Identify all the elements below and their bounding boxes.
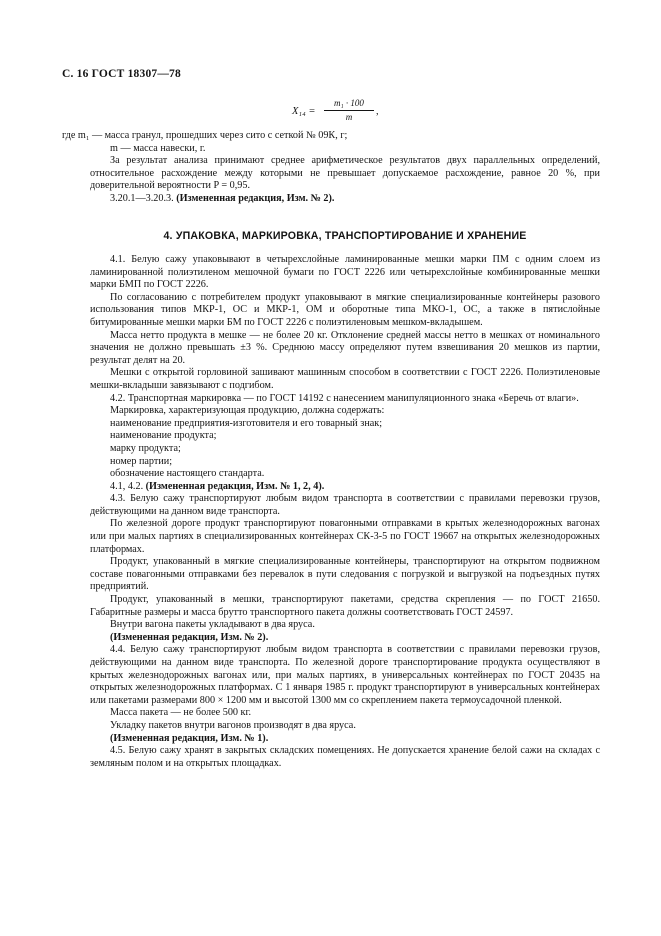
marking-intro: Маркировка, характеризующая продукцию, должна содержать: [110, 405, 385, 417]
para-4-1: 4.1. Белую сажу упаковывают в четырехслойные ламинированные мешки марки ПМ с одним слоем из ламинированной полиэтиленом мешочной бумаги по ГОСТ 2226 или четырехслойные комбинированные мешки марки БМП по ГОСТ 2226. [90, 254, 600, 291]
formula-x14 [292, 98, 492, 128]
formula-explanation [62, 130, 600, 206]
para-sewing: Мешки с открытой горловиной зашивают машинным способом в соответствии с ГОСТ 2226. Полиэтиленовые мешки-вкладыши завязывают с подгибом. [90, 367, 600, 391]
amendment-label: (Измененная редакция, Изм. № 2). [176, 192, 335, 204]
analysis-result-paragraph: За результат анализа принимают среднее арифметическое результатов двух параллельных определений, относительное расхождение между которыми не превышает допускаемое расхождение, равное 20 %, при доверительной вероятности P = 0,95. [90, 155, 600, 192]
section-4-body [90, 254, 600, 770]
page-header: С. 16 ГОСТ 18307—78 [62, 68, 181, 80]
section-title: 4. УПАКОВКА, МАРКИРОВКА, ТРАНСПОРТИРОВАНИЕ И ХРАНЕНИЕ [163, 230, 527, 242]
formula-numerator: m₁ · 100 [324, 98, 374, 111]
marking-item-product-name: наименование продукта; [110, 430, 217, 442]
amendment-note-4-1-4-2 [90, 481, 600, 494]
clause-ref: 3.20.1—3.20.3. [110, 192, 174, 204]
para-4-2: 4.2. Транспортная маркировка — по ГОСТ 14192 с нанесением манипуляционного знака «Беречь от влаги». [110, 392, 579, 404]
marking-item-manufacturer: наименование предприятия-изготовителя и его товарный знак; [110, 417, 383, 429]
amendment-note-3-20 [90, 193, 600, 206]
para-soft-containers: Продукт, упакованный в мягкие специализированные контейнеры, транспортируют на открытом подвижном составе повагонными отправками без перевалок в пути следования с погрузкой и выгрузкой на подъездных путях предприятий. [90, 556, 600, 593]
legend-m: m — масса навески, г. [110, 142, 206, 154]
para-packet-stacking: Укладку пакетов внутри вагонов производят в два яруса. [110, 719, 356, 731]
amendment-label: (Измененная редакция, Изм. № 1, 2, 4). [145, 480, 325, 492]
marking-item-lot: номер партии; [110, 455, 173, 467]
para-two-tiers: Внутри вагона пакеты укладывают в два яруса. [110, 619, 315, 631]
clause-ref: 4.1, 4.2. [110, 480, 144, 492]
amendment-note-4-3: (Измененная редакция, Изм. № 2). [110, 631, 269, 643]
para-packet-mass: Масса пакета — не более 500 кг. [110, 707, 252, 719]
marking-item-grade: марку продукта; [110, 442, 181, 454]
para-4-5: 4.5. Белую сажу хранят в закрытых складских помещениях. Не допускается хранение белой сажи на складах с земляным полом и на открытых площадках. [90, 745, 600, 769]
para-containers: По согласованию с потребителем продукт упаковывают в мягкие специализированные контейнеры разового использования типов МКР-1, ОС и МКР-1, ОМ и оборотные типа МКО-1, ОС, а также в пятислойные битумированные мешки марки БМ по ГОСТ 2226 с полиэтиленовым мешком-вкладышем. [90, 291, 600, 328]
para-net-mass: Масса нетто продукта в мешке — не более 20 кг. Отклонение средней массы нетто в мешках от номинального значения не должно превышать ±3 %. Среднюю массу определяют путем взвешивания 20 мешков из партии, результат делят на 20. [90, 329, 600, 366]
amendment-note-4-4: (Измененная редакция, Изм. № 1). [110, 732, 269, 744]
formula-fraction [324, 98, 374, 123]
para-packets: Продукт, упакованный в мешки, транспортируют пакетами, средства скрепления — по ГОСТ 21650. Габаритные размеры и масса брутто транспортного пакета должны соответствовать ГОСТ 24597. [90, 594, 600, 618]
formula-denominator: m [345, 112, 353, 122]
para-4-3: 4.3. Белую сажу транспортируют любым видом транспорта в соответствии с правилами перевозки грузов, действующими на данном виде транспорта. [90, 493, 600, 517]
para-4-4: 4.4. Белую сажу транспортируют любым видом транспорта в соответствии с правилами перевозки грузов, действующими на данном виде транспорта. По железной дороге транспортирование продукта осуществляют в крытых железнодорожных вагонах или, при малых партиях, в универсальных контейнерах по ГОСТ 20435 на открытых железнодорожных платформах. С 1 января 1985 г. продукт транспортируют в универсальных контейнерах или пакетами размерами 800 × 1200 мм и высотой 1300 мм со скреплением пакета термоусадочной пленкой. [90, 644, 600, 706]
formula-comma: , [376, 106, 379, 117]
marking-item-standard: обозначение настоящего стандарта. [110, 468, 265, 480]
para-railway: По железной дороге продукт транспортируют повагонными отправками в крытых железнодорожных вагонах или при малых партиях в специализированных контейнерах СК-3-5 по ГОСТ 19667 на открытых железнодорожных платформах. [90, 518, 600, 555]
legend-m1: где m₁ — масса гранул, прошедших через сито с сеткой № 09К, г; [62, 130, 348, 141]
formula-lhs: X₁₄ = [292, 106, 316, 117]
